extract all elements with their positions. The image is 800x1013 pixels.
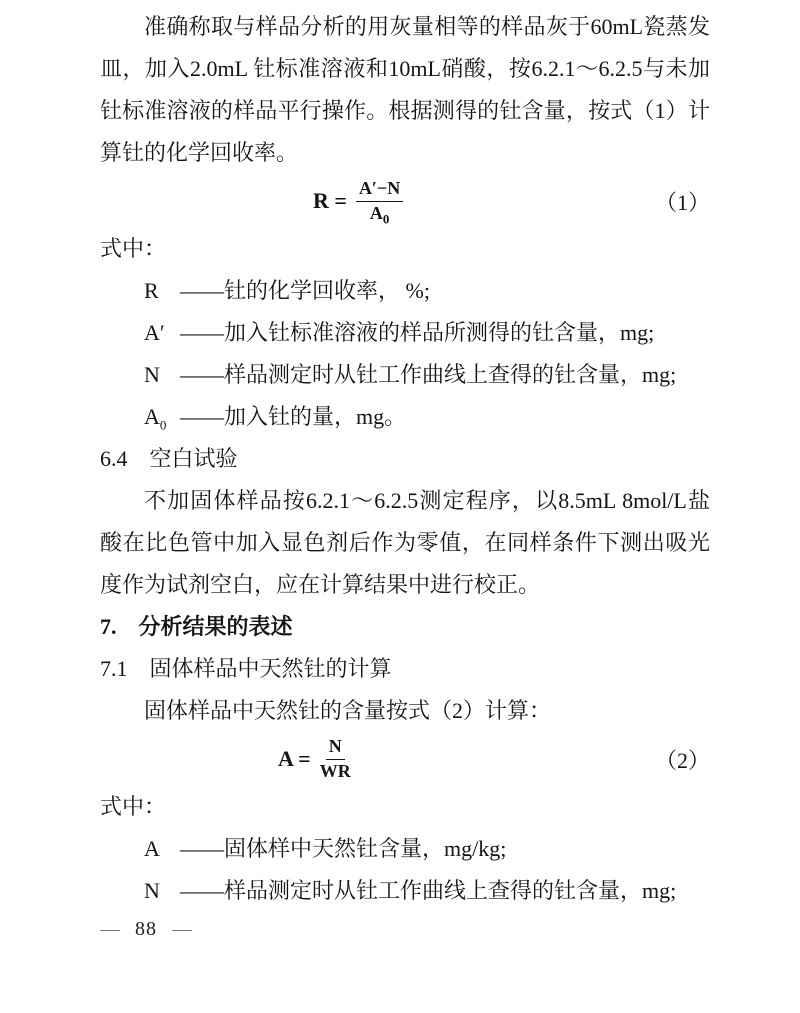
definition-N-2 <box>100 870 710 912</box>
definition-text: ——钍的化学回收率， %; <box>180 278 430 303</box>
definition-text: ——样品测定时从钍工作曲线上查得的钍含量，mg; <box>180 362 677 387</box>
definition-N-1 <box>100 354 710 396</box>
definition-term <box>144 828 180 870</box>
formula-2-lhs: A = <box>278 746 311 771</box>
where-label-2: 式中： <box>100 794 167 819</box>
definition-text: ——加入钍标准溶液的样品所测得的钍含量，mg; <box>180 320 655 345</box>
formula-2 <box>278 736 351 782</box>
definition-R <box>100 270 710 312</box>
definition-text: ——加入钍的量，mg。 <box>180 404 407 429</box>
definition-A0 <box>100 396 710 438</box>
formula-1-row <box>100 174 710 228</box>
paragraph-recovery-procedure: 准确称取与样品分析的用灰量相等的样品灰于60mL瓷蒸发皿，加入2.0mL 钍标准溶液和10mL硝酸，按6.2.1～6.2.5与未加钍标准溶液的样品平行操作。根据测得的钍含量，按式（1）计算钍的化学回收率。 <box>100 14 710 165</box>
formula-1-fraction <box>356 177 403 227</box>
term-text: N <box>144 878 160 903</box>
definition-term <box>144 270 180 312</box>
formula-2-numerator: N <box>326 736 345 760</box>
formula-1-den-sub: 0 <box>382 211 390 227</box>
formula-2-fraction <box>320 736 351 782</box>
section-heading-6-4: 6.4 空白试验 <box>100 446 238 471</box>
paragraph-blank-test: 不加固体样品按6.2.1～6.2.5测定程序，以8.5mL 8mol/L盐酸在比色管中加入显色剂后作为零值，在同样条件下测出吸光度作为试剂空白，应在计算结果中进行校正。 <box>100 488 710 597</box>
definition-term <box>144 396 180 438</box>
section-heading-7-1: 7.1 固体样品中天然钍的计算 <box>100 656 392 681</box>
formula-1-number: （1） <box>654 189 710 215</box>
formula-2-den-base: WR <box>319 760 351 781</box>
paragraph-calc-intro: 固体样品中天然钍的含量按式（2）计算： <box>144 698 552 723</box>
definition-text: ——固体样中天然钍含量，mg/kg; <box>180 836 507 861</box>
footer-dash-left: — <box>100 918 120 940</box>
term-text: R <box>144 278 159 303</box>
definition-text: ——样品测定时从钍工作曲线上查得的钍含量，mg; <box>180 878 677 903</box>
definition-term <box>144 870 180 912</box>
formula-2-denominator <box>320 760 351 783</box>
term-text: A′ <box>144 320 165 345</box>
term-text: A <box>144 836 160 861</box>
formula-1-denominator <box>370 202 390 225</box>
term-text: N <box>144 362 160 387</box>
formula-1-lhs: R = <box>313 188 347 213</box>
definition-term <box>144 354 180 396</box>
page-number: 88 <box>135 918 157 940</box>
section-heading-7: 7. 分析结果的表述 <box>100 614 293 639</box>
formula-1-den-base: A <box>369 202 383 223</box>
definition-term <box>144 312 180 354</box>
footer-dash-right: — <box>172 918 192 940</box>
definition-A <box>100 828 710 870</box>
definition-A-prime <box>100 312 710 354</box>
page-footer <box>100 918 192 941</box>
term-sub: 0 <box>159 417 167 433</box>
formula-1 <box>313 177 403 227</box>
where-label-1: 式中： <box>100 236 167 261</box>
term-text: A <box>144 404 160 429</box>
formula-2-row <box>100 732 710 786</box>
formula-2-number: （2） <box>654 747 710 773</box>
formula-1-numerator: A′−N <box>356 178 403 202</box>
